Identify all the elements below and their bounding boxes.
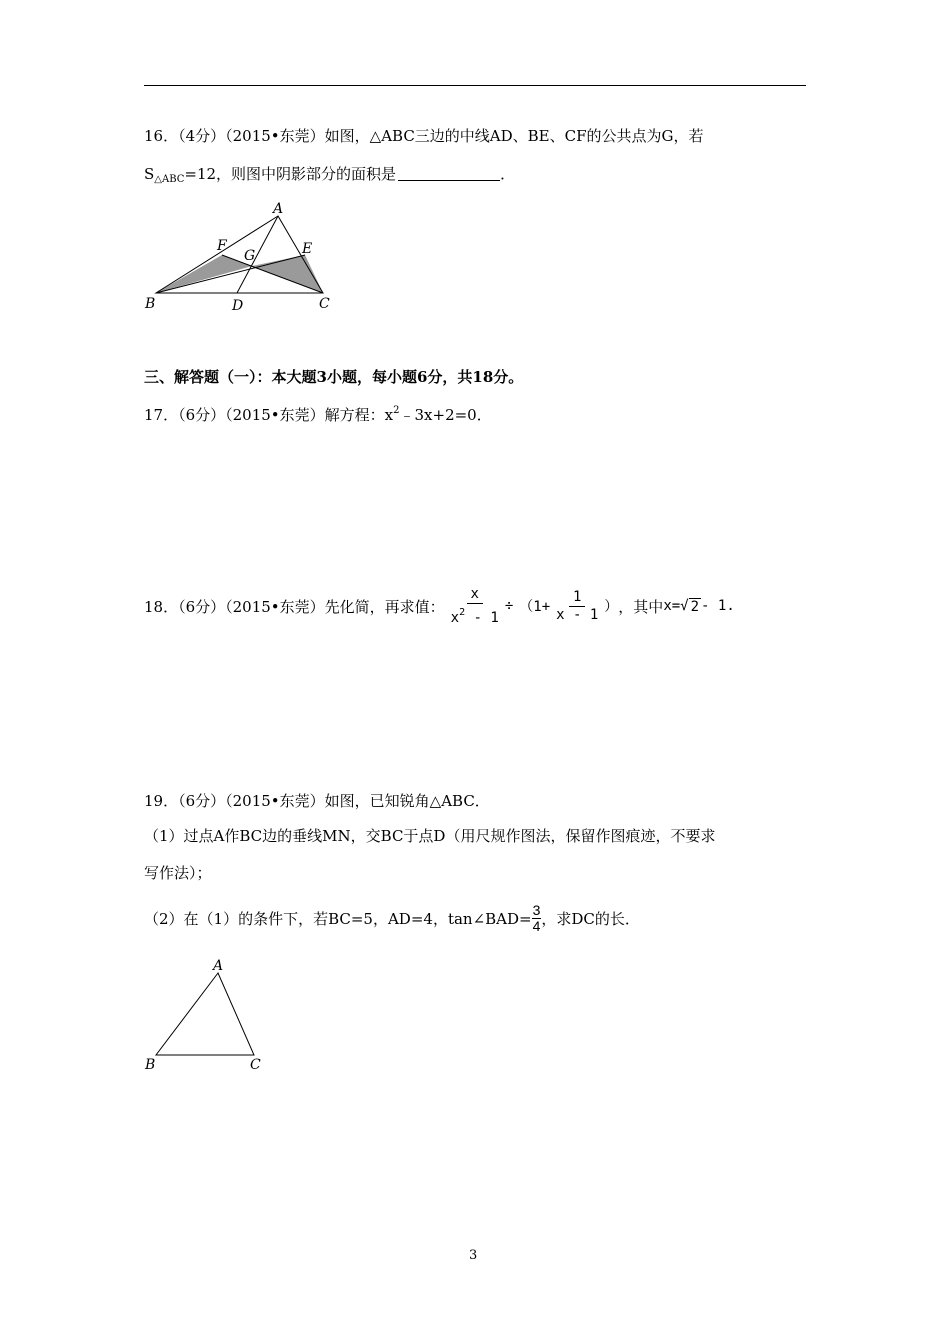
- sqrt-argument: 2: [690, 598, 700, 615]
- area-subscript: △ABC: [154, 174, 185, 185]
- label-b: B: [145, 1057, 156, 1073]
- page-number: 3: [469, 1248, 478, 1263]
- q19-line4-suffix: ，求DC的长．: [541, 909, 640, 928]
- q19-fraction: [532, 903, 542, 934]
- q19-line1: 19．（6分）（2015•东莞）如图，已知锐角△ABC．: [144, 792, 490, 810]
- q18-line: [144, 586, 735, 626]
- answer-blank[interactable]: [398, 166, 500, 181]
- q16-line2-text: =12，则图中阴影部分的面积是: [184, 165, 397, 183]
- triangle-abc: [156, 973, 254, 1055]
- label-c: C: [250, 1057, 261, 1073]
- q18-prefix: 18．（6分）（2015•东莞）先化简，再求值：: [144, 597, 445, 616]
- q18-fraction-1-denominator: [447, 604, 503, 627]
- label-f: F: [217, 238, 227, 254]
- q17-suffix: ﹣3x+2=0．: [399, 406, 492, 424]
- division-sign: ÷: [504, 598, 514, 614]
- sqrt-sign: √: [680, 598, 689, 614]
- q19-fraction-numerator: 3: [532, 901, 541, 918]
- label-e: E: [302, 241, 313, 257]
- q18-fraction-1-numerator: x: [467, 586, 483, 604]
- section-heading: 三、解答题（一）：本大题3小题，每小题6分，共18分。: [144, 368, 524, 386]
- q17-prefix: 17．（6分）（2015•东莞）解方程：x: [144, 406, 394, 424]
- label-a: A: [213, 958, 224, 974]
- q17-line: [144, 401, 492, 425]
- label-d: D: [232, 298, 244, 314]
- q16-line1: 16．（4分）（2015•东莞）如图，△ABC三边的中线AD、BE、CF的公共点为G，若: [144, 127, 704, 145]
- q18-fraction-2: [552, 589, 602, 624]
- q18-fraction-2-denominator: x - 1: [556, 606, 599, 623]
- den-rest: - 1: [465, 609, 499, 626]
- q16-line2-end: ．: [500, 165, 516, 183]
- q18-mid: ，其中: [618, 597, 664, 616]
- label-c: C: [319, 296, 330, 312]
- den-exponent: 2: [459, 606, 466, 618]
- q16-triangle-figure: [140, 200, 340, 315]
- paren-open: （1+: [519, 599, 551, 615]
- q16-line2: [144, 164, 515, 190]
- q19-line2: （1）过点A作BC边的垂线MN，交BC于点D（用尺规作图法，保留作图痕迹，不要求: [144, 827, 716, 845]
- den-base: x: [450, 609, 460, 626]
- q18-x-equals: x=: [663, 598, 681, 614]
- q17-exponent: 2: [393, 405, 400, 416]
- area-symbol: S: [144, 165, 155, 183]
- label-g: G: [244, 248, 256, 264]
- q19-triangle-figure: [140, 955, 270, 1075]
- label-a: A: [273, 201, 284, 217]
- q18-fraction-2-numerator: 1: [569, 589, 585, 607]
- q19-line3: 写作法）；: [144, 864, 212, 882]
- q19-line4-prefix: （2）在（1）的条件下，若BC=5，AD=4，tan∠BAD=: [144, 909, 532, 928]
- q19-line4: [144, 898, 640, 938]
- q18-fraction-1: [447, 586, 503, 627]
- label-b: B: [145, 296, 156, 312]
- header-rule: [144, 85, 806, 86]
- paren-close: ）: [604, 599, 619, 615]
- q19-fraction-denominator: 4: [532, 917, 541, 934]
- q18-tail: - 1.: [701, 598, 735, 614]
